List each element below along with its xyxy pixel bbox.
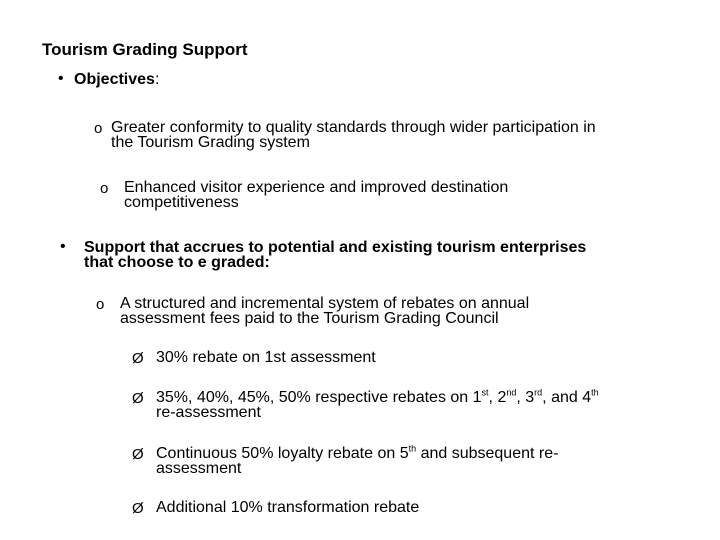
bullet-dot: • xyxy=(58,70,64,87)
rebate-item-3-line1 xyxy=(156,443,559,462)
rebate-text: and subsequent re- xyxy=(416,445,559,462)
arrow-bullet-icon: Ø xyxy=(132,350,144,367)
rebate-item-2 xyxy=(156,387,599,421)
objectives-heading xyxy=(74,72,159,87)
arrow-bullet-icon: Ø xyxy=(132,390,144,407)
objectives-label: Objectives xyxy=(74,71,155,88)
rebate-text: Continuous 50% loyalty rebate on 5 xyxy=(156,445,409,462)
rebate-item-3-line2: assessment xyxy=(156,460,242,477)
rebate-item-4: Additional 10% transformation rebate xyxy=(156,499,420,516)
rebate-item-3 xyxy=(156,443,559,477)
support-heading xyxy=(84,240,586,270)
rebate-text: , 2 xyxy=(488,389,507,406)
rebate-item-2-line1 xyxy=(156,387,599,406)
rebate-text: , 3 xyxy=(516,389,535,406)
rebate-text: 35%, 40%, 45%, 50% respective rebates on 1 xyxy=(156,389,482,406)
ordinal-suffix: th xyxy=(408,443,417,454)
ordinal-suffix: rd xyxy=(534,387,543,398)
objectives-colon: : xyxy=(154,71,160,88)
slide-title: Tourism Grading Support xyxy=(42,40,248,59)
objective-item-2-line2: competitiveness xyxy=(124,194,239,211)
objective-item-1 xyxy=(111,120,596,150)
rebate-system-line1: A structured and incremental system of rebates on annual xyxy=(120,295,530,312)
objective-item-1-line1: Greater conformity to quality standards through wider participation in xyxy=(111,119,596,136)
rebate-system xyxy=(120,296,529,326)
rebate-item-2-line2: re-assessment xyxy=(156,404,261,421)
support-heading-line2: that choose to e graded: xyxy=(84,254,270,271)
bullet-dot: • xyxy=(60,238,66,255)
rebate-item-1: 30% rebate on 1st assessment xyxy=(156,349,376,366)
objective-item-2 xyxy=(124,180,508,210)
rebate-system-line2: assessment fees paid to the Tourism Grading Council xyxy=(120,310,499,327)
circle-bullet: o xyxy=(94,120,103,137)
rebate-text: , and 4 xyxy=(542,389,592,406)
ordinal-suffix: th xyxy=(591,387,599,398)
support-heading-line1: Support that accrues to potential and existing tourism enterprises xyxy=(84,239,587,256)
circle-bullet: o xyxy=(100,180,109,197)
objective-item-2-line1: Enhanced visitor experience and improved destination xyxy=(124,179,509,196)
arrow-bullet-icon: Ø xyxy=(132,446,144,463)
ordinal-suffix: st xyxy=(481,387,489,398)
objective-item-1-line2: the Tourism Grading system xyxy=(111,134,310,151)
arrow-bullet-icon: Ø xyxy=(132,500,144,517)
circle-bullet: o xyxy=(96,296,105,313)
ordinal-suffix: nd xyxy=(506,387,517,398)
